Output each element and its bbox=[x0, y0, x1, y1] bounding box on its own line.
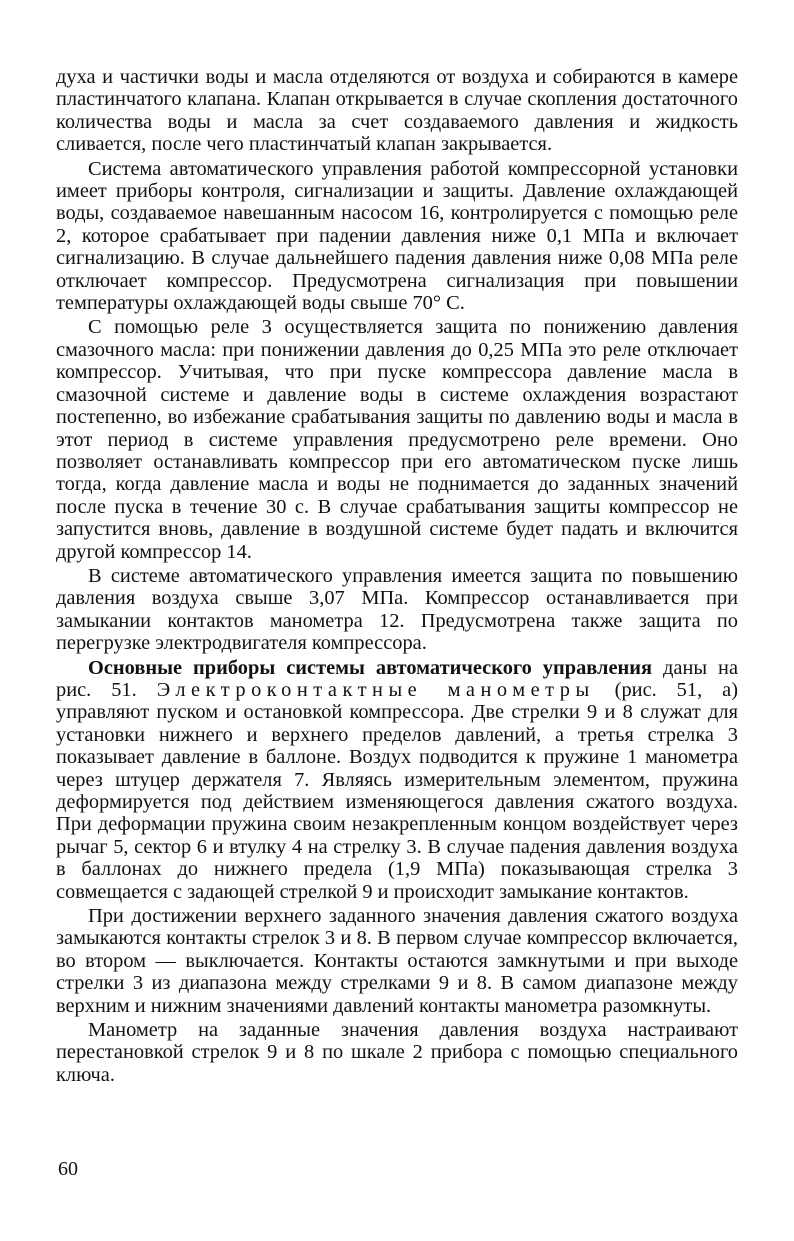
paragraph-main-devices bbox=[56, 657, 738, 903]
paragraph-air-pressure-protection: В системе автоматического управления имеется защита по повышению давления воздуха свыше 3,07 МПа. Компрессор останавливается при замыкании контактов манометра 12. Предусмотрена также защита по перегрузке электродвигателя компрессора. bbox=[56, 564, 738, 655]
bold-lead-heading: Основные приборы системы автоматического управления bbox=[88, 656, 653, 679]
paragraph-control-system: Система автоматического управления работой компрессорной установки имеет приборы контроля, сигнализации и защиты. Давление охлаждающей воды, создаваемое навешанным насосом 16, контролируется с помощью реле 2, которое срабатывает при падении давления ниже 0,1 МПа и включает сигнализацию. В случае дальнейшего падения давления ниже 0,08 МПа реле отключает компрессор. Предусмотрена сигнализация при повышении температуры охлаждающей воды свыше 70° С. bbox=[56, 157, 738, 315]
paragraph-upper-limit: При достижении верхнего заданного значения давления сжатого воздуха замыкаются контакты стрелок 3 и 8. В первом случае компрессор включается, во втором — выключается. Контакты остаются замкнутыми и при выходе стрелки 3 из диапазона между стрелками 9 и 8. В самом диапазоне между верхним и нижним значениями давлений контакты манометра разомкнуты. bbox=[56, 905, 738, 1017]
paragraph-text-a: даны на рис. 51. bbox=[56, 656, 739, 701]
paragraph-setting: Манометр на заданные значения давления воздуха настраивают перестановкой стрелок 9 и 8 по шкале 2 прибора с помощью специального ключа. bbox=[56, 1019, 738, 1086]
spaced-term: Электроконтактные манометры bbox=[156, 678, 595, 701]
page-body bbox=[56, 66, 738, 1086]
paragraph-text-b: (рис. 51, а) управляют пуском и остановкой компрессора. Две стрелки 9 и 8 служат для установки нижнего и верхнего пределов давлений, а третья стрелка 3 показывает давление в баллоне. Воздух подводится к пружине 1 манометра через штуцер держателя 7. Являясь измерительным элементом, пружина деформируется под действием изменяющегося давления сжатого воздуха. При деформации пружина своим незакрепленным концом воздействует через рычаг 5, сектор 6 и втулку 4 на стрелку 3. В случае падения давления воздуха в баллонах до нижнего предела (1,9 МПа) показывающая стрелка 3 совмещается с задающей стрелкой 9 и происходит замыкание контактов. bbox=[56, 678, 738, 903]
page-number: 60 bbox=[58, 1158, 78, 1180]
paragraph-oil-pressure-relay: С помощью реле 3 осуществляется защита по понижению давления смазочного масла: при понижении давления до 0,25 МПа это реле отключает компрессор. Учитывая, что при пуске компрессора давление масла в смазочной системе и давление воды в системе охлаждения возрастают постепенно, во избежание срабатывания защиты по давлению воды и масла в этот период в системе управления предусмотрено реле времени. Оно позволяет останавливать компрессор при его автоматическом пуске лишь тогда, когда давление масла и воды не поднимается до заданных значений после пуска в течение 30 с. В случае срабатывания защиты компрессор не запустится вновь, давление в воздушной системе будет падать и включится другой компрессор 14. bbox=[56, 316, 738, 563]
paragraph-continuation: духа и частички воды и масла отделяются от воздуха и собираются в камере пластинчатого клапана. Клапан открывается в случае скопления достаточного количества воды и масла за счет создаваемого давления и жидкость сливается, после чего пластинчатый клапан закрывается. bbox=[56, 66, 738, 156]
